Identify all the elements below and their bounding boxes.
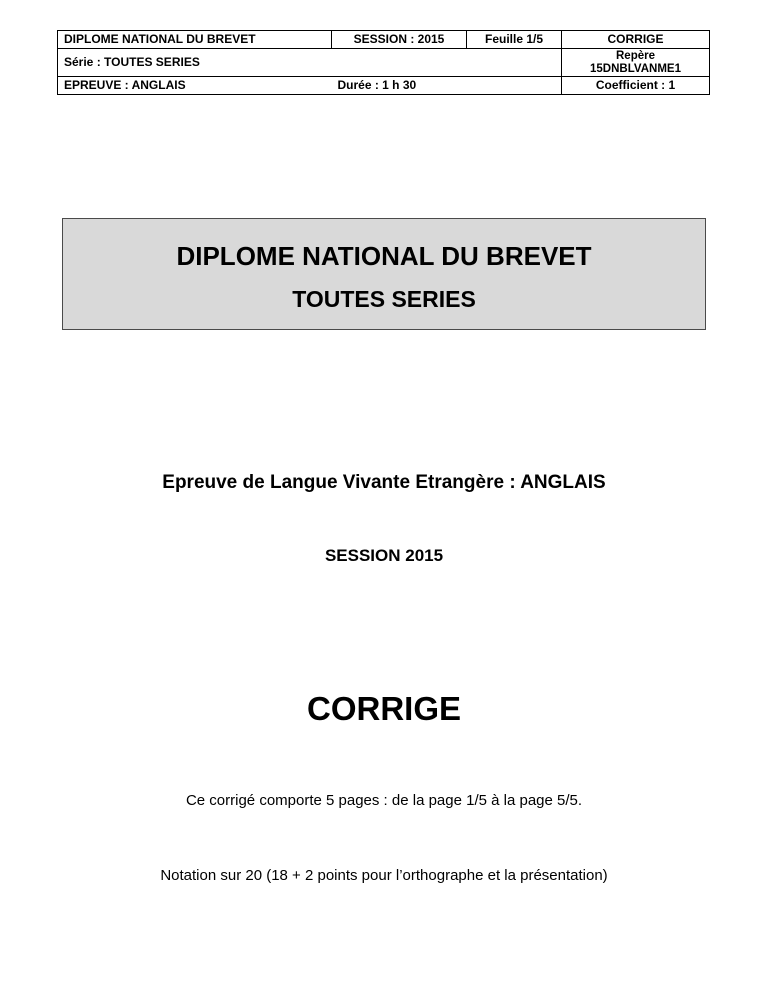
title-line-series: TOUTES SERIES (292, 286, 476, 312)
epreuve-heading: Epreuve de Langue Vivante Etrangère : ANGLAIS (162, 472, 606, 493)
header-coefficient: Coefficient : 1 (562, 77, 710, 95)
session-heading: SESSION 2015 (324, 546, 444, 565)
header-epreuve: EPREUVE : ANGLAIS (58, 77, 332, 95)
header-session: SESSION : 2015 (332, 31, 467, 49)
title-box (62, 218, 706, 330)
header-sheet: Feuille 1/5 (467, 31, 562, 49)
header-duree: Durée : 1 h 30 (332, 77, 562, 95)
corrige-heading: CORRIGE (306, 690, 461, 727)
pages-note: Ce corrigé comporte 5 pages : de la page 1/5 à la page 5/5. (185, 792, 583, 809)
header-exam: DIPLOME NATIONAL DU BREVET (58, 31, 332, 49)
header-repere-code: 15DNBLVANME1 (590, 62, 681, 75)
notation-note: Notation sur 20 (18 + 2 points pour l’orthographe et la présentation) (160, 867, 608, 884)
header-table (57, 30, 710, 95)
title-line-exam: DIPLOME NATIONAL DU BREVET (176, 241, 592, 271)
header-serie: Série : TOUTES SERIES (58, 49, 562, 77)
header-repere-label: Repère (616, 49, 655, 62)
header-corrige: CORRIGE (562, 31, 710, 49)
header-repere (562, 49, 710, 77)
